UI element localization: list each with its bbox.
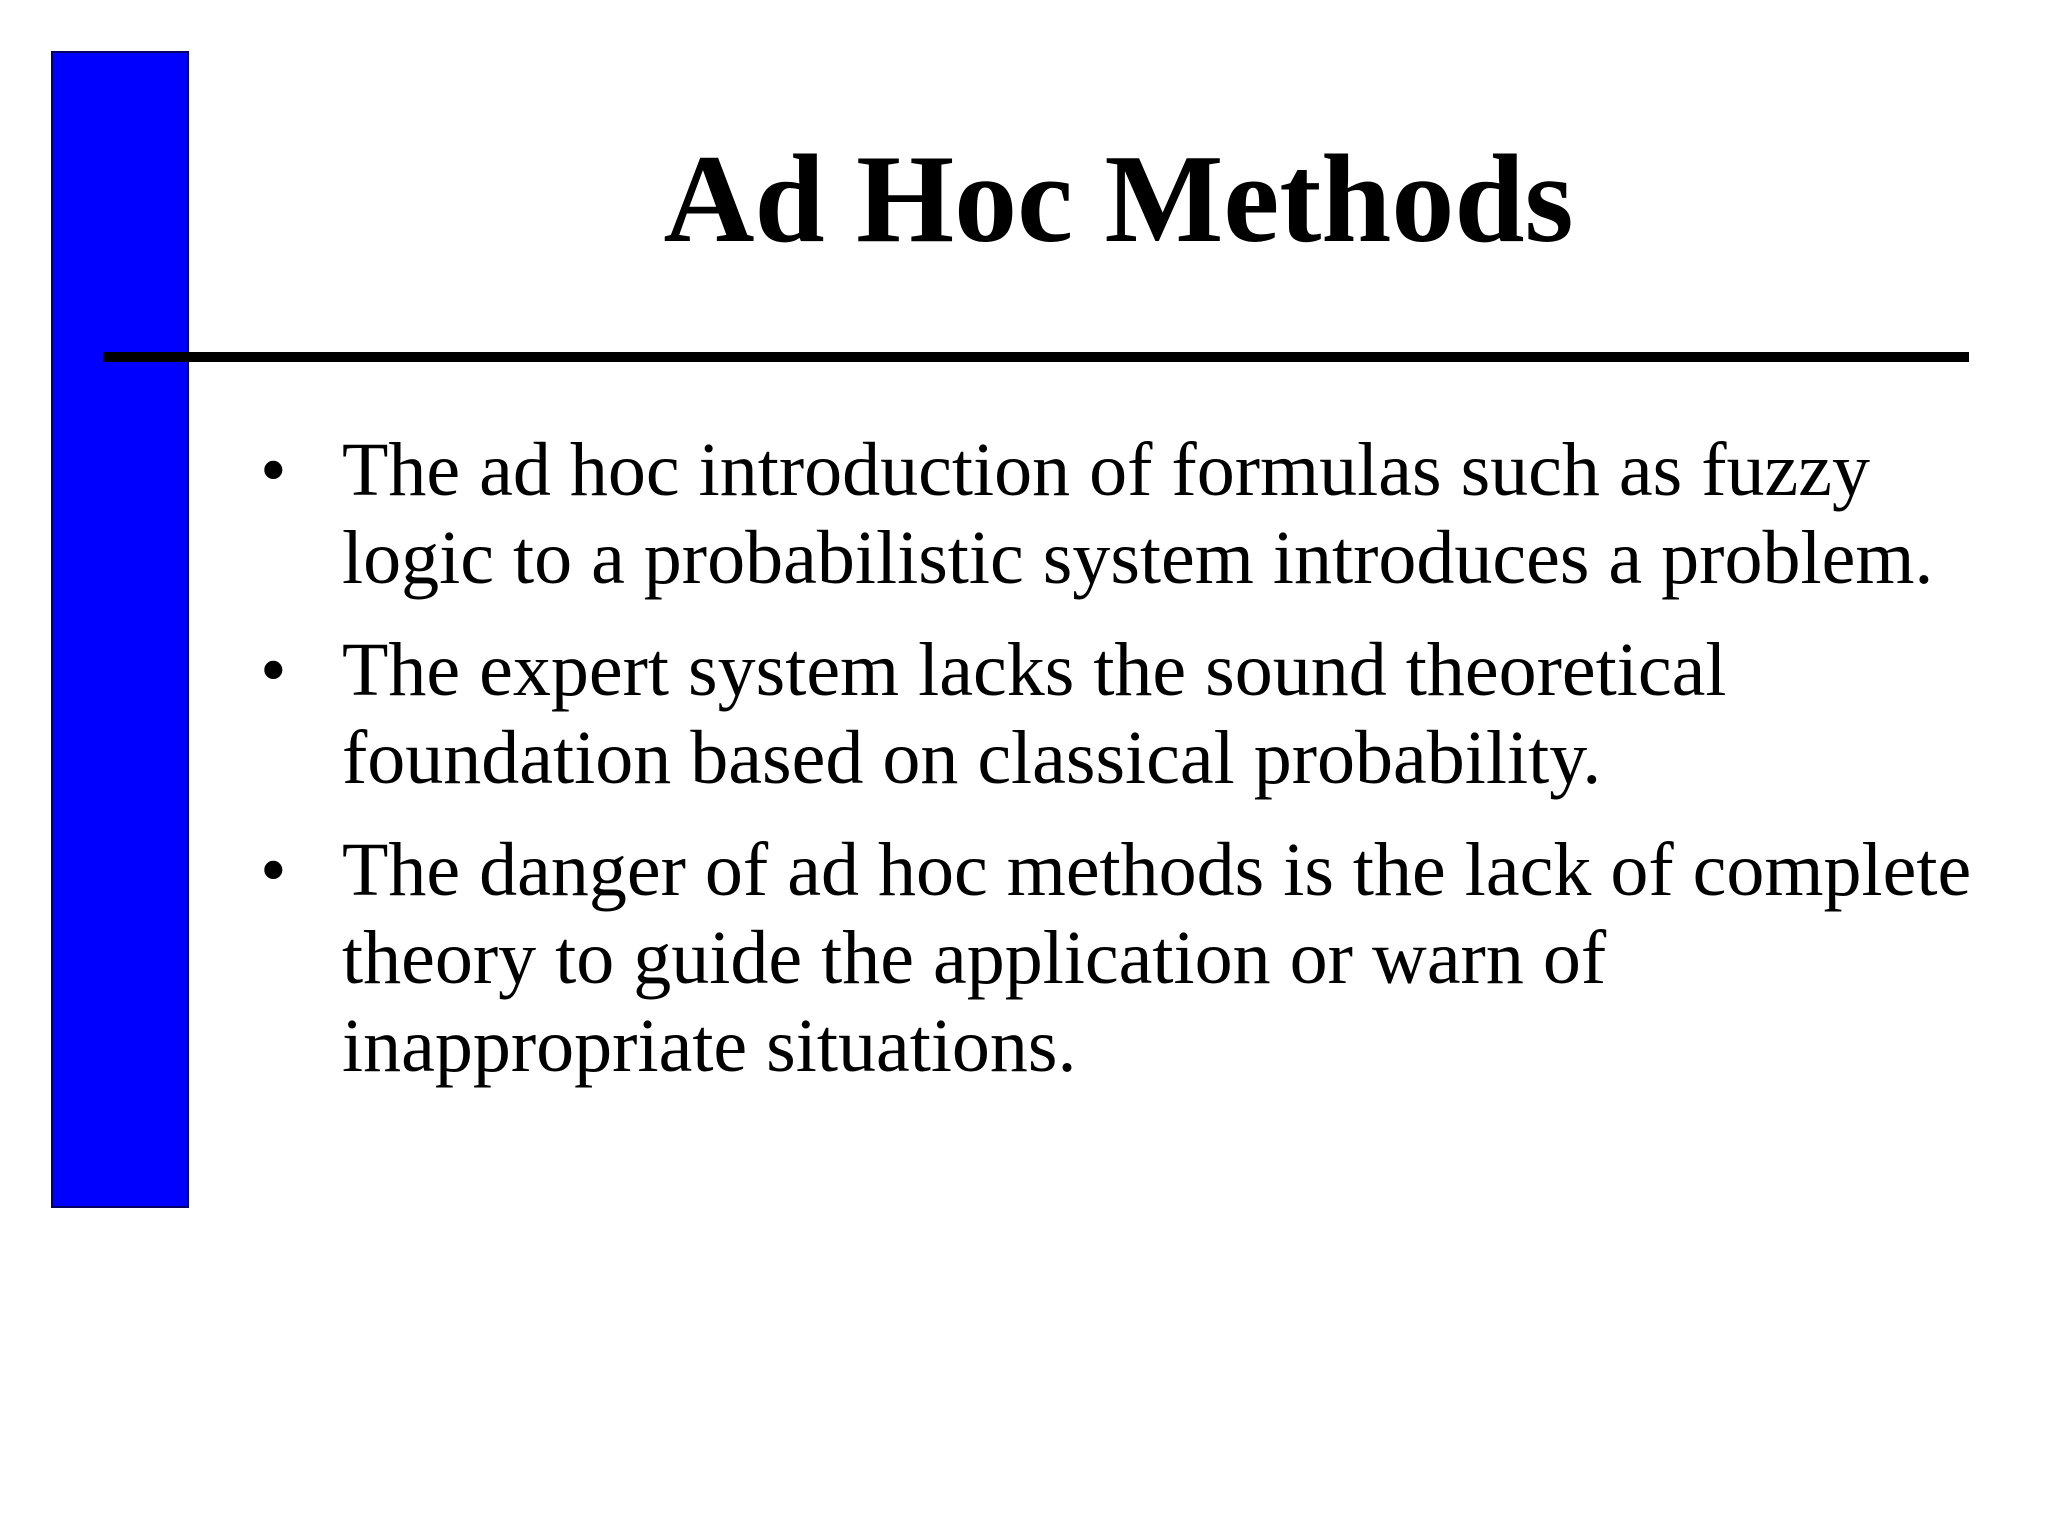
bullet-item: [258, 826, 1978, 1090]
bullet-text: The danger of ad hoc methods is the lack of complete theory to guide the application or warn of inappropriate situations.: [342, 828, 1972, 1088]
bullet-icon: •: [260, 628, 287, 712]
accent-bar: [51, 51, 189, 1208]
bullet-text: The ad hoc introduction of formulas such as fuzzy logic to a probabilistic system introduces a problem.: [342, 428, 1934, 600]
slide-title: Ad Hoc Methods: [663, 130, 1574, 269]
bullet-icon: •: [260, 428, 287, 512]
bullet-item: [258, 426, 1978, 602]
bullet-icon: •: [260, 828, 287, 912]
bullet-item: [258, 626, 1978, 802]
bullet-list: [258, 426, 1978, 1114]
bullet-text: The expert system lacks the sound theoretical foundation based on classical probability.: [342, 628, 1727, 800]
title-divider: [103, 352, 1969, 362]
